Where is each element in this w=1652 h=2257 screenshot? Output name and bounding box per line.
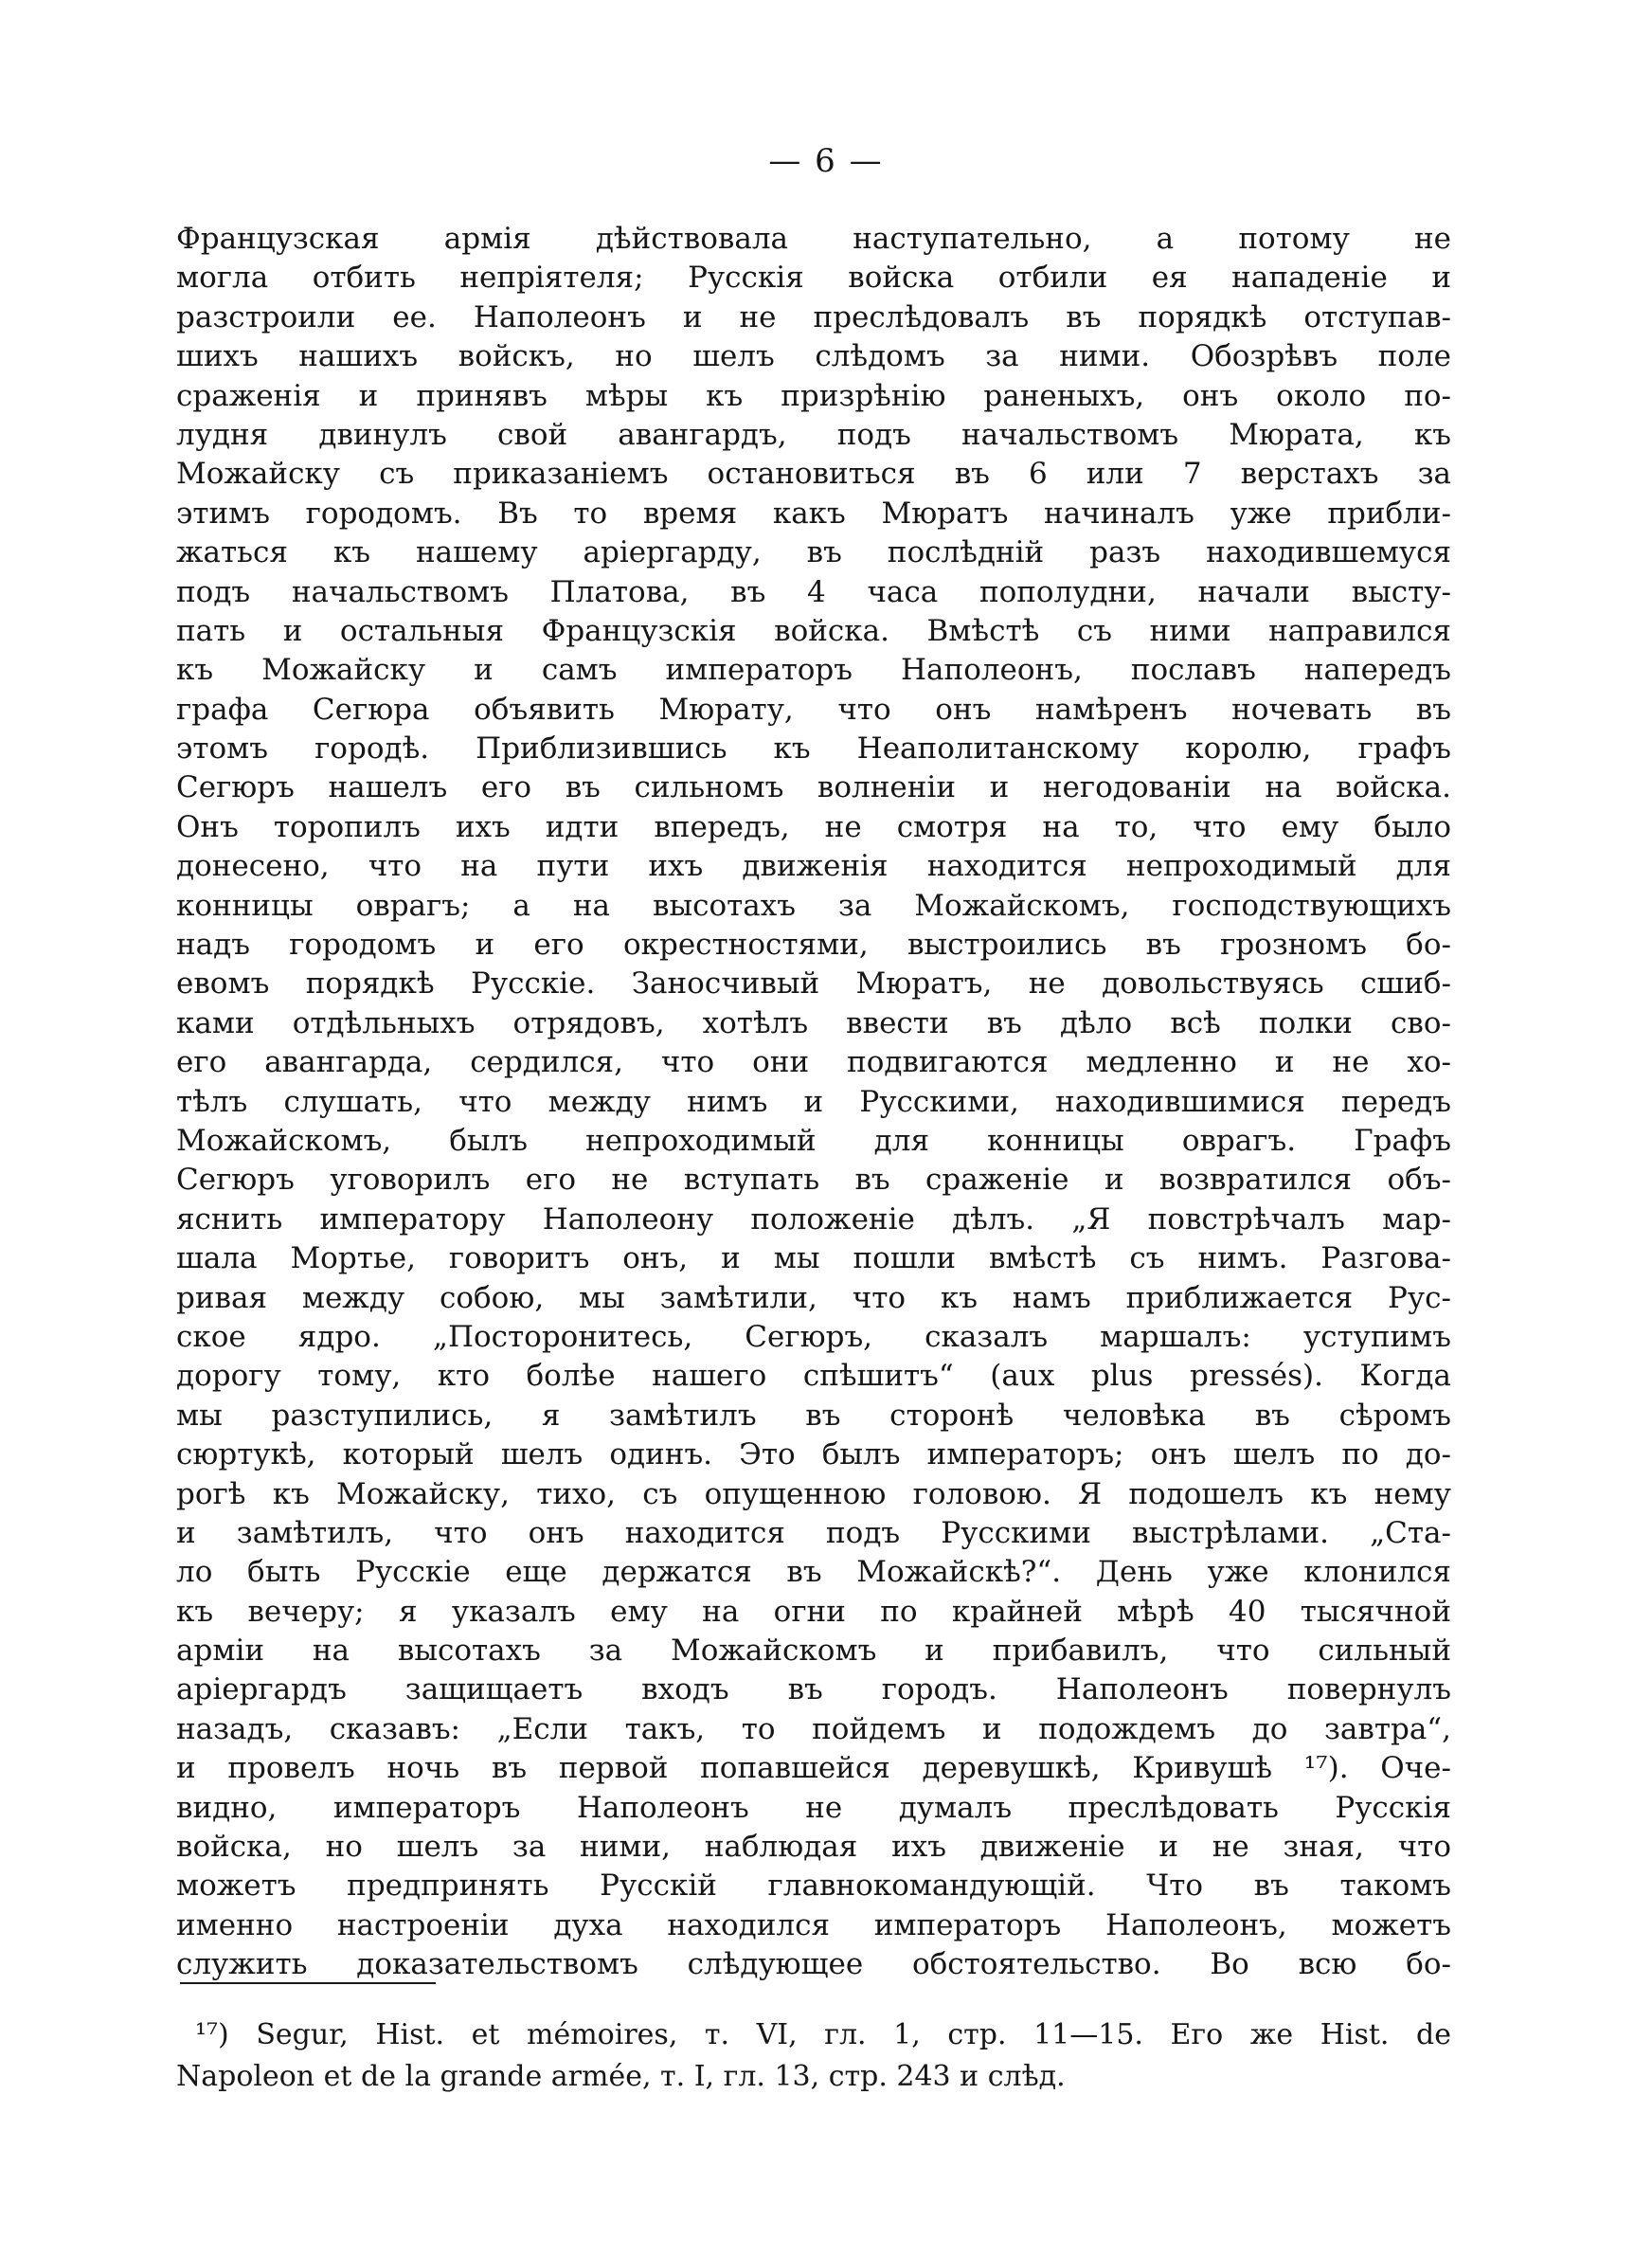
text-line: служить доказательствомъ слѣдующее обстоятельство. Во всю бо- [176,1947,1451,1982]
text-line: войска, но шелъ за ними, наблюдая ихъ движеніе и не зная, что [176,1830,1451,1865]
text-line: именно настроеніи духа находился императоръ Наполеонъ, можетъ [176,1907,1451,1942]
text-line: его авангарда, сердился, что они подвигаются медленно и не хо- [176,1045,1451,1080]
text-line: ками отдѣльныхъ отрядовъ, хотѣлъ ввести въ дѣло всѣ полки сво- [176,1005,1451,1040]
text-line: тѣлъ слушать, что между нимъ и Русскими, находившимися передъ [176,1084,1451,1119]
text-line: конницы оврагъ; а на высотахъ за Можайскомъ, господствующихъ [176,888,1451,923]
text-line: графа Сегюра объявить Мюрату, что онъ намѣренъ ночевать въ [176,692,1451,727]
footnote-divider [180,1982,436,1984]
footnote-line: Napoleon et de la grande armée, т. I, гл. 13, стр. 243 и слѣд. [176,2060,1066,2093]
text-line: донесено, что на пути ихъ движенія находится непроходимый для [176,849,1451,884]
text-line: и замѣтилъ, что онъ находится подъ Русскими выстрѣлами. „Ста- [176,1515,1451,1550]
text-line: Французская армія дѣйствовала наступательно, а потому не [176,222,1451,256]
text-line: ло быть Русскіе еще держатся въ Можайскѣ?“. День уже клонился [176,1555,1451,1590]
text-line: дорогу тому, кто болѣе нашего спѣшитъ“ (aux plus pressés). Когда [176,1359,1451,1394]
text-line: этимъ городомъ. Въ то время какъ Мюратъ начиналъ уже прибли- [176,496,1451,531]
text-line: арміи на высотахъ за Можайскомъ и прибавилъ, что сильный [176,1634,1451,1669]
footnote-line: ¹⁷) Segur, Hist. et mémoires, т. VI, гл. 1, стр. 11—15. Его же Hist. de [195,2018,1451,2051]
text-line: шихъ нашихъ войскъ, но шелъ слѣдомъ за ними. Обозрѣвъ поле [176,339,1451,374]
text-line: сраженія и принявъ мѣры къ призрѣнію раненыхъ, онъ около по- [176,378,1451,413]
text-line: евомъ порядкѣ Русскіе. Заносчивый Мюратъ, не довольствуясь сшиб- [176,966,1451,1002]
text-line: аріергардъ защищаетъ входъ въ городъ. Наполеонъ повернулъ [176,1672,1451,1707]
text-line: видно, императоръ Наполеонъ не думалъ преслѣдовать Русскія [176,1790,1451,1825]
text-line: Можайскомъ, былъ непроходимый для конницы оврагъ. Графъ [176,1123,1451,1158]
text-line: ривая между собою, мы замѣтили, что къ намъ приближается Рус- [176,1280,1451,1315]
text-line: подъ начальствомъ Платова, въ 4 часа пополудни, начали высту- [176,574,1451,609]
text-line: ское ядро. „Посторонитесь, Сегюръ, сказалъ маршалъ: уступимъ [176,1319,1451,1354]
body-text [176,220,1451,1985]
text-line: пать и остальныя Французскія войска. Вмѣстѣ съ ними направился [176,613,1451,648]
text-line: къ вечеру; я указалъ ему на огни по крайней мѣрѣ 40 тысячной [176,1594,1451,1629]
text-line: шала Мортье, говоритъ онъ, и мы пошли вмѣстѣ съ нимъ. Разгова- [176,1241,1451,1276]
text-line: къ Можайску и самъ императоръ Наполеонъ, пославъ напередъ [176,653,1451,688]
text-line: яснить императору Наполеону положеніе дѣлъ. „Я повстрѣчалъ мар- [176,1201,1451,1237]
text-line: лудня двинулъ свой авангардъ, подъ начальствомъ Мюрата, къ [176,417,1451,452]
text-line: могла отбить непріятеля; Русскія войска отбили ея нападеніе и [176,261,1451,296]
text-line: Онъ торопилъ ихъ идти впередъ, не смотря на то, что ему было [176,809,1451,844]
text-line: разстроили ее. Наполеонъ и не преслѣдовалъ въ порядкѣ отступав- [176,299,1451,334]
text-line: жаться къ нашему аріергарду, въ послѣдній разъ находившемуся [176,535,1451,570]
text-line: надъ городомъ и его окрестностями, выстроились въ грозномъ бо- [176,928,1451,963]
footnotes [176,2014,1451,2098]
text-line: Можайску съ приказаніемъ остановиться въ 6 или 7 верстахъ за [176,457,1451,492]
text-line: мы разступились, я замѣтилъ въ сторонѣ человѣка въ сѣромъ [176,1398,1451,1433]
text-line: и провелъ ночь въ первой попавшейся деревушкѣ, Кривушѣ ¹⁷). Оче- [176,1751,1451,1786]
text-line: рогѣ къ Можайску, тихо, съ опущенною головою. Я подошелъ къ нему [176,1476,1451,1511]
text-line: назадъ, сказавъ: „Если такъ, то пойдемъ и подождемъ до завтра“, [176,1711,1451,1746]
text-line: этомъ городѣ. Приблизившись къ Неаполитанскому королю, графъ [176,731,1451,767]
page-number: — 6 — [768,142,884,180]
text-line: Сегюръ уговорилъ его не вступать въ сраженіе и возвратился объ- [176,1163,1451,1198]
text-line: сюртукѣ, который шелъ одинъ. Это былъ императоръ; онъ шелъ по до- [176,1437,1451,1472]
text-line: Сегюръ нашелъ его въ сильномъ волненіи и негодованіи на войска. [176,770,1451,805]
text-line: можетъ предпринять Русскій главнокомандующій. Что въ такомъ [176,1869,1451,1904]
